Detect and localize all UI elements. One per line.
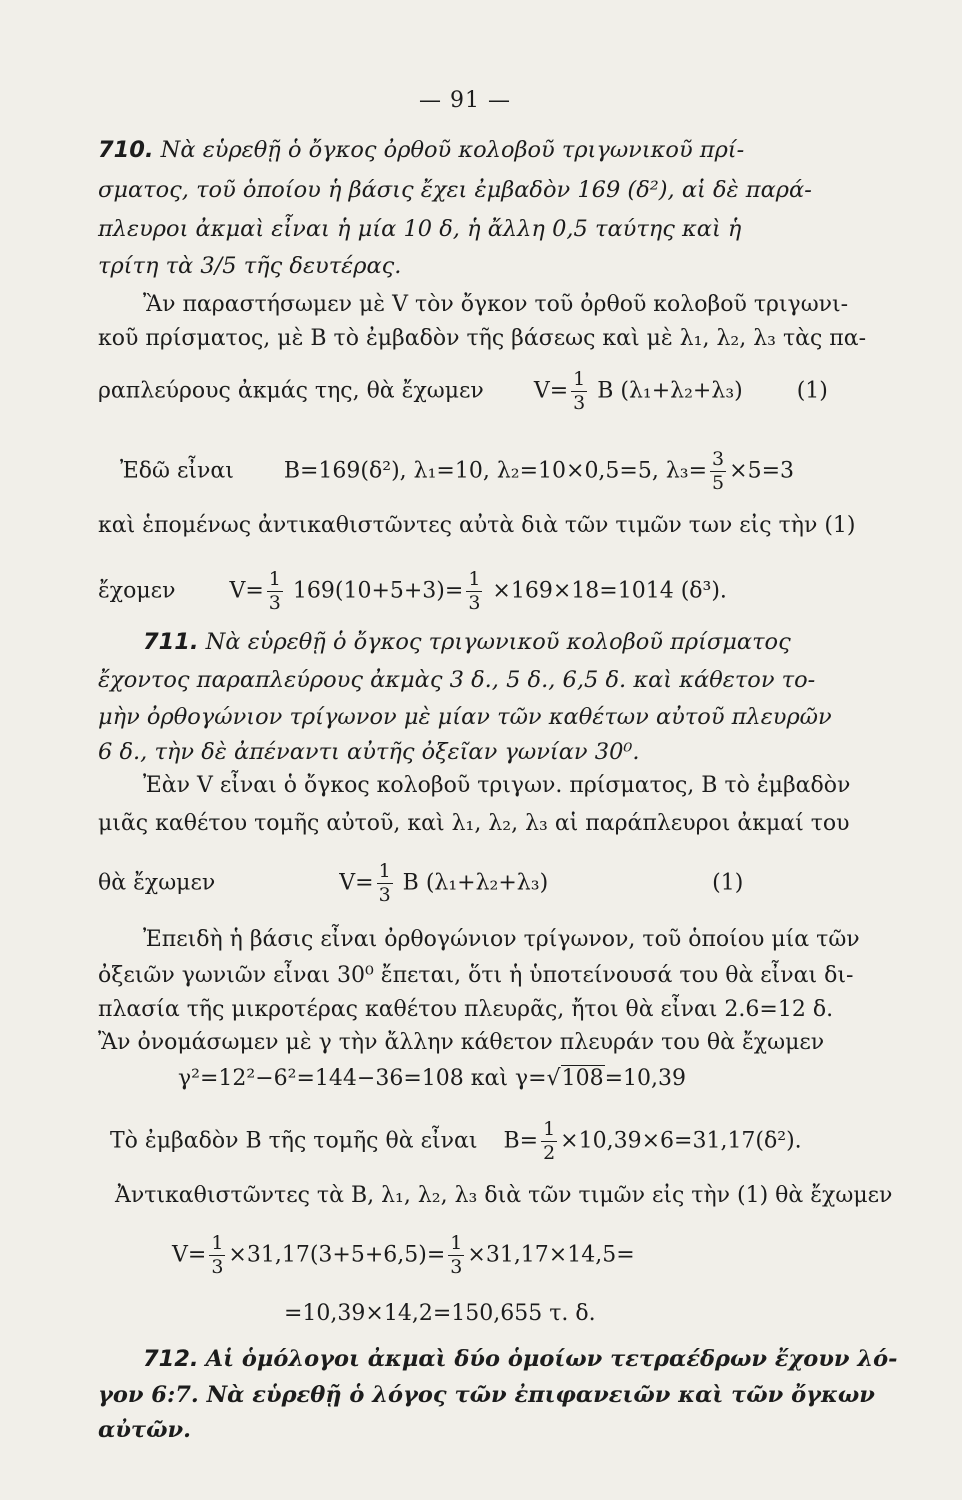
problem-710-values-line: Ἐδῶ εἶναι B=169(δ²), λ₁=10, λ₂=10×0,5=5, λ₃= $\frac{3}{5}$ ×5=3 xyxy=(120,448,795,494)
problem-710-line-3: πλευροι ἀκμαὶ εἶναι ἡ μία 10 δ, ἡ ἄλλη 0,5 ταύτης καὶ ἡ xyxy=(98,216,742,242)
problem-711-explanation-line-1: Ἐπειδὴ ἡ βάσις εἶναι ὀρθογώνιον τρίγωνον, τοῦ ὁποίου μία τῶν xyxy=(143,927,860,952)
problem-711-formula-line: θὰ ἔχωμεν V= $\frac{1}{3}$ B (λ₁+λ₂+λ₃) (1) xyxy=(98,860,744,906)
problem-710-substitution-line: καὶ ἑπομένως ἀντικαθιστῶντες αὐτὰ διὰ τῶν τιμῶν των εἰς τὴν (1) xyxy=(98,513,856,538)
problem-711-gamma-line: γ²=12²−6²=144−36=108 καὶ γ=√108=10,39 xyxy=(178,1066,686,1091)
problem-711-number: 711. xyxy=(143,629,199,655)
problem-710-result-line: ἔχομεν V= $\frac{1}{3}$ 169(10+5+3)= $\frac{1}{3}$ ×169×18=1014 (δ³). xyxy=(98,568,727,614)
fraction-one-half: $\frac{1}{2}$ xyxy=(543,1118,556,1164)
problem-712-line-1: 712. Αἱ ὁμόλογοι ἀκμαὶ δύο ὁμοίων τετραέδρων ἔχουν λό- xyxy=(143,1346,898,1372)
problem-712-line-2: γον 6:7. Νὰ εὑρεθῇ ὁ λόγος τῶν ἐπιφανειῶν καὶ τῶν ὄγκων xyxy=(98,1382,875,1408)
problem-710-solution-line-2: κοῦ πρίσματος, μὲ Β τὸ ἐμβαδὸν τῆς βάσεως καὶ μὲ λ₁, λ₂, λ₃ τὰς πα- xyxy=(98,326,867,351)
square-root-sign: √ xyxy=(546,1066,561,1091)
problem-711-volume-final: =10,39×14,2=150,655 τ. δ. xyxy=(284,1301,596,1326)
problem-710-line-1: 710. Νὰ εὑρεθῇ ὁ ὄγκος ὀρθοῦ κολοβοῦ τριγωνικοῦ πρί- xyxy=(98,137,745,163)
problem-711-explanation-line-4: Ἂν ὀνομάσωμεν μὲ γ τὴν ἄλλην κάθετον πλευράν του θὰ ἔχωμεν xyxy=(98,1030,825,1055)
equation-tag: (1) xyxy=(796,378,828,404)
problem-711-line-3: μὴν ὀρθογώνιον τρίγωνον μὲ μίαν τῶν καθέτων αὐτοῦ πλευρῶν xyxy=(98,704,832,730)
problem-710-number: 710. xyxy=(98,137,154,163)
problem-710-line-2: σματος, τοῦ ὁποίου ἡ βάσις ἔχει ἐμβαδὸν 169 (δ²), αἱ δὲ παρά- xyxy=(98,177,812,203)
problem-712-line-3: αὐτῶν. xyxy=(98,1417,191,1443)
problem-711-solution-line-2: μιᾶς καθέτου τομῆς αὐτοῦ, καὶ λ₁, λ₂, λ₃ αἱ παράπλευροι ἀκμαί του xyxy=(98,811,850,836)
problem-711-line-4: 6 δ., τὴν δὲ ἀπέναντι αὐτῆς ὀξεῖαν γωνίαν 30⁰. xyxy=(98,739,640,765)
fraction-one-third: $\frac{1}{3}$ xyxy=(378,860,391,906)
problem-710-solution-line-1: Ἂν παραστήσωμεν μὲ V τὸν ὄγκον τοῦ ὀρθοῦ κολοβοῦ τριγωνι- xyxy=(143,292,849,317)
problem-710-line-4: τρίτη τὰ 3/5 τῆς δευτέρας. xyxy=(98,253,402,279)
problem-711-explanation-line-2: ὀξειῶν γωνιῶν εἶναι 30⁰ ἔπεται, ὅτι ἡ ὑποτείνουσά του θὰ εἶναι δι- xyxy=(98,963,854,988)
equation-tag: (1) xyxy=(712,870,744,896)
fraction-one-third: $\frac{1}{3}$ xyxy=(450,1232,463,1278)
problem-711-substitution-line: Ἀντικαθιστῶντες τὰ Β, λ₁, λ₂, λ₃ διὰ τῶν τιμῶν εἰς τὴν (1) θὰ ἔχωμεν xyxy=(115,1183,893,1208)
fraction-one-third: $\frac{1}{3}$ xyxy=(468,568,481,614)
problem-711-volume-line: V= $\frac{1}{3}$ ×31,17(3+5+6,5)= $\frac{1}{3}$ ×31,17×14,5= xyxy=(172,1232,635,1278)
problem-712-number: 712. xyxy=(143,1346,199,1372)
problem-711-line-1: 711. Νὰ εὑρεθῇ ὁ ὄγκος τριγωνικοῦ κολοβοῦ πρίσματος xyxy=(143,629,791,655)
problem-710-formula-line: ραπλεύρους ἀκμάς της, θὰ ἔχωμεν V= $\frac{1}{3}$ B (λ₁+λ₂+λ₃) (1) xyxy=(98,368,828,414)
fraction-three-fifths: $\frac{3}{5}$ xyxy=(712,448,725,494)
fraction-one-third: $\frac{1}{3}$ xyxy=(573,368,586,414)
problem-711-area-line: Τὸ ἐμβαδὸν Β τῆς τομῆς θὰ εἶναι B= $\frac{1}{2}$ ×10,39×6=31,17(δ²). xyxy=(110,1118,802,1164)
fraction-one-third: $\frac{1}{3}$ xyxy=(268,568,281,614)
problem-711-explanation-line-3: πλασία τῆς μικροτέρας καθέτου πλευρᾶς, ἤτοι θὰ εἶναι 2.6=12 δ. xyxy=(98,997,834,1022)
fraction-one-third: $\frac{1}{3}$ xyxy=(211,1232,224,1278)
page-number: — 91 — xyxy=(419,88,511,113)
problem-711-line-2: ἔχοντος παραπλεύρους ἀκμὰς 3 δ., 5 δ., 6,5 δ. καὶ κάθετον το- xyxy=(98,667,816,693)
problem-711-solution-line-1: Ἐὰν V εἶναι ὁ ὄγκος κολοβοῦ τριγων. πρίσματος, Β τὸ ἐμβαδὸν xyxy=(143,773,851,798)
